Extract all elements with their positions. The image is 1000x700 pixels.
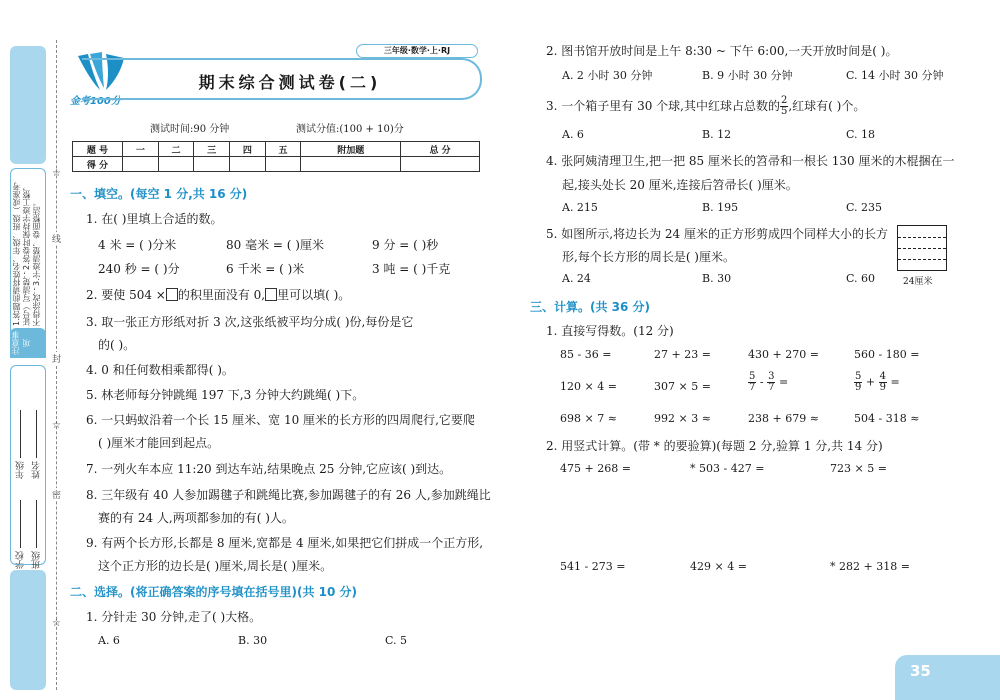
score-input-cell[interactable] xyxy=(401,157,480,172)
question-1-2 xyxy=(86,286,350,303)
blank-box[interactable] xyxy=(166,288,178,301)
question-1-8: 8. 三年级有 40 人参加踢毽子和跳绳比赛,参加踢毽子的有 26 人,参加跳绳比 xyxy=(86,488,491,502)
blank-box[interactable] xyxy=(265,288,277,301)
denominator: 5 xyxy=(780,106,788,117)
section-3-title: 三、计算。(共 36 分) xyxy=(530,300,651,314)
question-2-1: 1. 分针走 30 分钟,走了( )大格。 xyxy=(86,610,262,624)
fraction xyxy=(767,372,775,393)
vertical-calc-item: * 503 - 427 = xyxy=(690,462,765,475)
score-input-cell[interactable] xyxy=(194,157,230,172)
option-b: B. 195 xyxy=(702,201,739,214)
fraction xyxy=(879,372,887,393)
question-1-6-cont: ( )厘米才能回到起点。 xyxy=(98,436,220,450)
score-input-cell[interactable] xyxy=(230,157,266,172)
score-input-cell[interactable] xyxy=(158,157,194,172)
question-2-2: 2. 图书馆开放时间是上午 8:30 ~ 下午 6:00,一天开放时间是( )。 xyxy=(546,44,898,58)
fill-item: 240 秒 = ( )分 xyxy=(98,262,180,276)
question-1-3: 3. 取一张正方形纸对折 3 次,这张纸被平均分成( )份,每份是它 xyxy=(86,315,414,329)
table-cell: 题 号 xyxy=(73,142,123,157)
table-cell: 一 xyxy=(123,142,159,157)
score-input-cell[interactable] xyxy=(123,157,159,172)
question-3-2: 2. 用竖式计算。(带 * 的要验算)(每题 2 分,验算 1 分,共 14 分) xyxy=(546,439,883,453)
binding-tab-bottom xyxy=(10,570,46,690)
option-c: C. 60 xyxy=(846,272,876,285)
table-cell: 五 xyxy=(265,142,301,157)
calc-item: 27 + 23 = xyxy=(654,348,711,361)
vertical-calc-item: * 282 + 318 = xyxy=(830,560,910,573)
option-c: C. 18 xyxy=(846,128,876,141)
page-title: 期末综合测试卷(二) xyxy=(198,73,382,92)
test-score: 测试分值:(100 + 10)分 xyxy=(296,124,404,135)
calc-item: 698 × 7 ≈ xyxy=(560,412,617,425)
operator: + xyxy=(865,375,876,389)
question-2-4-cont: 起,接头处长 20 厘米,连接后笤帚长( )厘米。 xyxy=(562,178,798,192)
square-figure xyxy=(897,225,947,271)
grade-tag: 三年级·数学·上·RJ xyxy=(356,44,478,58)
option-a: A. 24 xyxy=(562,272,591,285)
question-2-5-cont: 形,每个长方形的周长是( )厘米。 xyxy=(562,250,735,264)
q2-text-c: 里可以填( )。 xyxy=(277,288,351,302)
option-a: A. 6 xyxy=(98,634,120,647)
calc-item: 85 - 36 = xyxy=(560,348,612,361)
option-b: B. 9 小时 30 分钟 xyxy=(702,69,793,82)
question-1-3-cont: 的( )。 xyxy=(98,338,136,352)
calc-item: 307 × 5 = xyxy=(654,380,711,393)
question-2-3 xyxy=(546,96,865,117)
logo-text: 金考100分 xyxy=(70,96,121,107)
fill-item: 4 米 = ( )分米 xyxy=(98,238,177,252)
question-1-6: 6. 一只蚂蚁沿着一个长 15 厘米、宽 10 厘米的长方形的四周爬行,它要爬 xyxy=(86,413,475,427)
table-cell: 四 xyxy=(230,142,266,157)
star-icon: ☆ xyxy=(52,168,61,179)
table-cell: 总 分 xyxy=(401,142,480,157)
notice-label: 注意事项 xyxy=(10,328,46,358)
grade-field: 年级 xyxy=(14,410,27,479)
numerator: 4 xyxy=(879,371,886,382)
option-c: C. 5 xyxy=(385,634,408,647)
table-cell: 二 xyxy=(158,142,194,157)
calc-item: 238 + 679 ≈ xyxy=(748,412,819,425)
option-a: A. 2 小时 30 分钟 xyxy=(562,69,653,82)
numerator: 5 xyxy=(855,371,862,382)
q3-text-a: 3. 一个箱子里有 30 个球,其中红球占总数的 xyxy=(546,99,780,113)
section-2-title: 二、选择。(将正确答案的序号填在括号里)(共 10 分) xyxy=(70,585,357,599)
option-b: B. 30 xyxy=(238,634,268,647)
fill-item: 6 千米 = ( )米 xyxy=(226,262,305,276)
question-1-8-cont: 赛的有 24 人,两项都参加的有( )人。 xyxy=(98,511,294,525)
option-a: A. 6 xyxy=(562,128,584,141)
option-c: C. 235 xyxy=(846,201,883,214)
score-table-row xyxy=(73,157,480,172)
option-b: B. 12 xyxy=(702,128,732,141)
question-2-4: 4. 张阿姨清理卫生,把一把 85 厘米长的笤帚和一根长 130 厘米的木棍捆在一 xyxy=(546,154,955,168)
name-field: 姓名 xyxy=(30,410,43,479)
calc-item: 430 + 270 = xyxy=(748,348,819,361)
calc-item: 120 × 4 = xyxy=(560,380,617,393)
vertical-calc-item: 475 + 268 = xyxy=(560,462,631,475)
numerator: 3 xyxy=(768,371,775,382)
numerator: 5 xyxy=(749,371,756,382)
question-1-4: 4. 0 和任何数相乘都得( )。 xyxy=(86,363,234,377)
operator: - xyxy=(759,375,764,389)
calc-item: 992 × 3 ≈ xyxy=(654,412,711,425)
score-input-cell[interactable] xyxy=(265,157,301,172)
table-cell: 附加题 xyxy=(301,142,401,157)
test-time: 测试时间:90 分钟 xyxy=(150,124,230,135)
class-field: 班级 xyxy=(30,500,43,569)
question-1-9-cont: 这个正方形的边长是( )厘米,周长是( )厘米。 xyxy=(98,559,333,573)
fill-item: 9 分 = ( )秒 xyxy=(372,238,439,252)
calc-item: 504 - 318 ≈ xyxy=(854,412,920,425)
school-field: 学校 xyxy=(14,500,27,569)
q2-text-a: 2. 要使 504 × xyxy=(86,288,166,302)
binding-strip xyxy=(0,0,52,700)
binding-tab-top xyxy=(10,46,46,164)
q3-text-b: ,红球有( )个。 xyxy=(788,99,866,113)
page-number: 35 xyxy=(910,662,931,680)
denominator: 7 xyxy=(749,382,756,393)
cut-dash xyxy=(898,237,946,238)
question-1-9: 9. 有两个长方形,长都是 8 厘米,宽都是 4 厘米,如果把它们拼成一个正方形, xyxy=(86,536,484,550)
score-input-cell[interactable] xyxy=(301,157,401,172)
figure-label: 24厘米 xyxy=(903,277,933,287)
star-icon: ☆ xyxy=(52,420,61,431)
score-table-header xyxy=(73,142,480,157)
vertical-calc-item: 429 × 4 = xyxy=(690,560,747,573)
table-cell: 得 分 xyxy=(73,157,123,172)
cut-dash xyxy=(898,248,946,249)
calc-item: 560 - 180 = xyxy=(854,348,920,361)
fraction-calc: $\frac{5}{9}$ + $\frac{4}{9}$ = xyxy=(855,371,900,393)
fill-item: 3 吨 = ( )千克 xyxy=(372,262,451,276)
question-3-1: 1. 直接写得数。(12 分) xyxy=(546,324,674,338)
denominator: 7 xyxy=(768,382,775,393)
star-icon: ☆ xyxy=(52,618,61,629)
q2-text-b: 的积里面没有 0, xyxy=(177,288,266,302)
numerator: 2 xyxy=(780,95,788,106)
seal-word: 密 xyxy=(52,488,61,501)
vertical-calc-item: 541 - 273 = xyxy=(560,560,626,573)
option-c: C. 14 小时 30 分钟 xyxy=(846,69,944,82)
cut-line xyxy=(56,40,57,690)
fill-item: 80 毫米 = ( )厘米 xyxy=(226,238,324,252)
question-2-5: 5. 如图所示,将边长为 24 厘米的正方形剪成四个同样大小的长方 xyxy=(546,227,888,241)
section-1-title: 一、填空。(每空 1 分,共 16 分) xyxy=(70,187,248,201)
denominator: 9 xyxy=(855,382,862,393)
option-b: B. 30 xyxy=(702,272,732,285)
question-1-7: 7. 一列火车本应 11:20 到达车站,结果晚点 25 分钟,它应该( )到达。 xyxy=(86,462,452,476)
cut-dash xyxy=(898,259,946,260)
notice-text: 1.答题前请将姓名、年级、班级（或准考证号）写清楚；2.答卷时保持字迹工整，不得涂改；3.字迹清楚，卷面整洁。 xyxy=(12,182,41,326)
vertical-calc-item: 723 × 5 = xyxy=(830,462,887,475)
fraction xyxy=(748,372,756,393)
question-1-5: 5. 林老师每分钟跳绳 197 下,3 分钟大约跳绳( )下。 xyxy=(86,388,365,402)
question-1-1: 1. 在( )里填上合适的数。 xyxy=(86,212,223,226)
option-a: A. 215 xyxy=(562,201,598,214)
fraction-calc: $\frac{5}{7}$ - $\frac{3}{7}$ = xyxy=(749,371,789,393)
seal-word: 线 xyxy=(52,232,61,245)
score-table xyxy=(72,141,480,172)
denominator: 9 xyxy=(879,382,886,393)
fraction xyxy=(854,372,862,393)
table-cell: 三 xyxy=(194,142,230,157)
seal-word: 封 xyxy=(52,352,61,365)
